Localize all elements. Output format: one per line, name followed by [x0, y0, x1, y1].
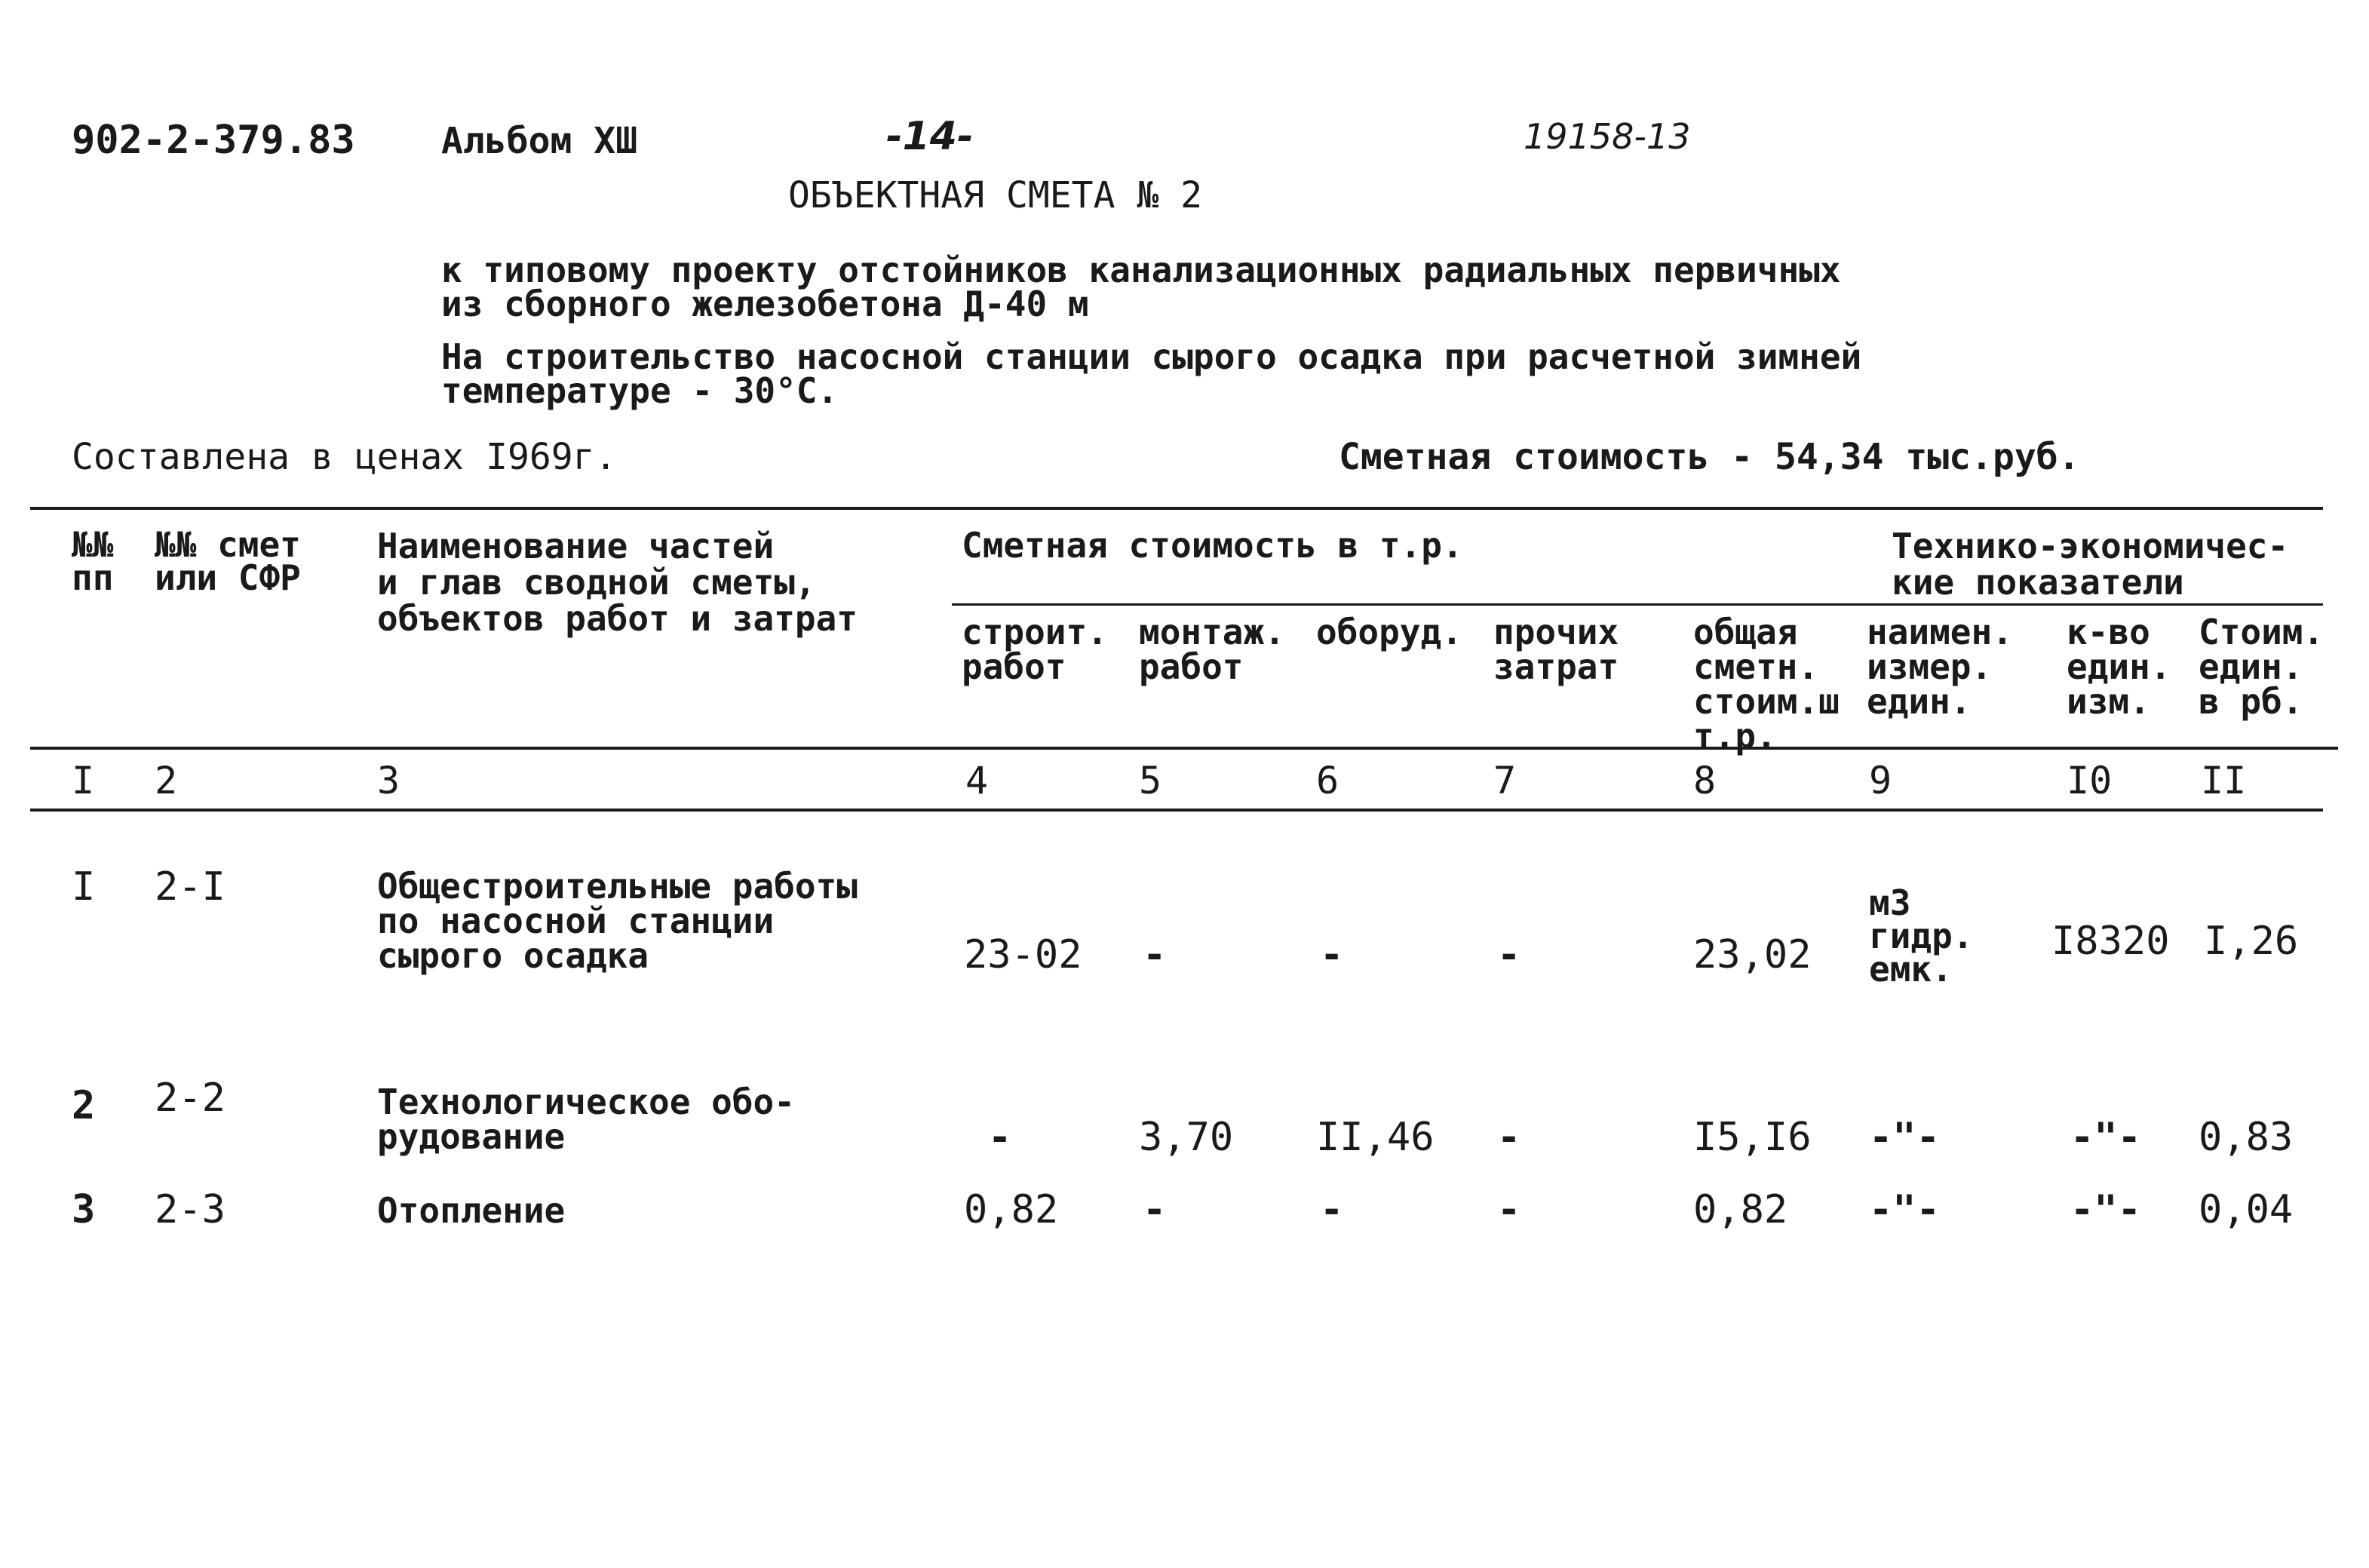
header-item-name: Наименование частей и глав сводной сметы, объектов работ и затрат — [377, 526, 858, 639]
column-number: I — [72, 759, 95, 802]
header-unit-cost: Стоим. един. в рб. — [2199, 612, 2325, 722]
row-item-name: Общестроительные работы по насосной станции сырого осадка — [377, 866, 858, 976]
row-installation-cost: - — [1143, 1187, 1167, 1232]
prices-note: Составлена в ценах I969г. — [72, 436, 617, 478]
row-number: I — [72, 864, 96, 910]
row-unit-quantity: -"- — [2070, 1187, 2141, 1232]
column-number: 4 — [965, 759, 989, 802]
column-number: 6 — [1316, 759, 1339, 802]
header-tech-group: Технико-экономичес- кие показатели — [1892, 526, 2289, 603]
header-installation-works: монтаж. работ — [1139, 612, 1285, 687]
row-unit-name: -"- — [1869, 1115, 1940, 1160]
purpose-line-1: На строительство насосной станции сырого осадка при расчетной зимней — [441, 336, 1862, 377]
row-construction-cost: - — [988, 1115, 1012, 1160]
header-unit-quantity: к-во един. изм. — [2067, 612, 2171, 722]
row-item-name: Технологическое обо- рудование — [377, 1082, 795, 1157]
row-installation-cost: 3,70 — [1139, 1115, 1234, 1160]
album-label: Альбом XШ — [441, 120, 638, 162]
row-number: 3 — [72, 1187, 96, 1232]
column-number: 3 — [377, 759, 400, 802]
header-row-number: №№ пп — [72, 524, 114, 598]
row-equipment-cost: - — [1320, 1187, 1344, 1232]
row-unit-quantity: I8320 — [2051, 919, 2170, 964]
row-unit-cost: 0,04 — [2199, 1187, 2294, 1232]
header-total-cost: общая сметн. стоим.ш т.р. — [1693, 612, 1840, 756]
table-header-rule — [30, 747, 2338, 750]
subtitle-line-2: из сборного железобетона Д-40 м — [441, 284, 1089, 324]
header-cost-group: Сметная стоимость в т.р. — [962, 525, 1463, 566]
doc-number: 19158-13 — [1524, 116, 1691, 157]
header-equipment: оборуд. — [1316, 612, 1462, 652]
purpose-line-2: температуре - 30°С. — [441, 370, 839, 411]
column-number: 5 — [1139, 759, 1162, 802]
column-number: 7 — [1493, 759, 1517, 802]
row-unit-name: м3 гидр. емк. — [1869, 882, 1974, 990]
row-construction-cost: 23-02 — [964, 932, 1082, 977]
table-top-rule — [30, 507, 2323, 510]
row-total-cost: I5,I6 — [1693, 1115, 1812, 1160]
header-unit-name: наимен. измер. един. — [1867, 612, 2013, 722]
row-construction-cost: 0,82 — [964, 1187, 1059, 1232]
row-estimate-code: 2-2 — [155, 1076, 226, 1121]
subtitle-line-1: к типовому проекту отстойников канализационных радиальных первичных — [441, 250, 1841, 290]
row-estimate-code: 2-3 — [155, 1187, 226, 1232]
column-number: II — [2201, 759, 2247, 802]
column-number: 2 — [155, 759, 178, 802]
row-unit-cost: 0,83 — [2199, 1115, 2294, 1160]
row-equipment-cost: - — [1320, 932, 1344, 977]
row-total-cost: 23,02 — [1693, 932, 1812, 977]
row-installation-cost: - — [1143, 932, 1167, 977]
row-estimate-code: 2-I — [155, 864, 226, 910]
row-other-cost: - — [1497, 932, 1521, 977]
page-number: -14- — [886, 114, 974, 159]
header-construction-works: строит. работ — [962, 612, 1108, 687]
header-estimate-number: №№ смет или СФР — [155, 524, 301, 598]
row-unit-name: -"- — [1869, 1187, 1940, 1232]
header-other-costs: прочих затрат — [1493, 612, 1619, 687]
row-number: 2 — [72, 1083, 96, 1128]
row-equipment-cost: II,46 — [1316, 1115, 1435, 1160]
row-unit-quantity: -"- — [2070, 1115, 2141, 1160]
column-number: 8 — [1693, 759, 1717, 802]
row-unit-cost: I,26 — [2204, 919, 2299, 964]
document-code: 902-2-379.83 — [72, 118, 355, 163]
page-title: ОБЪЕКТНАЯ СМЕТА № 2 — [788, 174, 1203, 216]
table-group-rule — [952, 603, 2323, 606]
row-other-cost: - — [1497, 1187, 1521, 1232]
column-number: 9 — [1869, 759, 1892, 802]
row-other-cost: - — [1497, 1115, 1521, 1160]
row-item-name: Отопление — [377, 1190, 566, 1231]
estimated-cost: Сметная стоимость - 54,34 тыс.руб. — [1339, 436, 2080, 478]
column-number: I0 — [2067, 759, 2113, 802]
row-total-cost: 0,82 — [1693, 1187, 1788, 1232]
table-numbers-rule — [30, 809, 2323, 812]
